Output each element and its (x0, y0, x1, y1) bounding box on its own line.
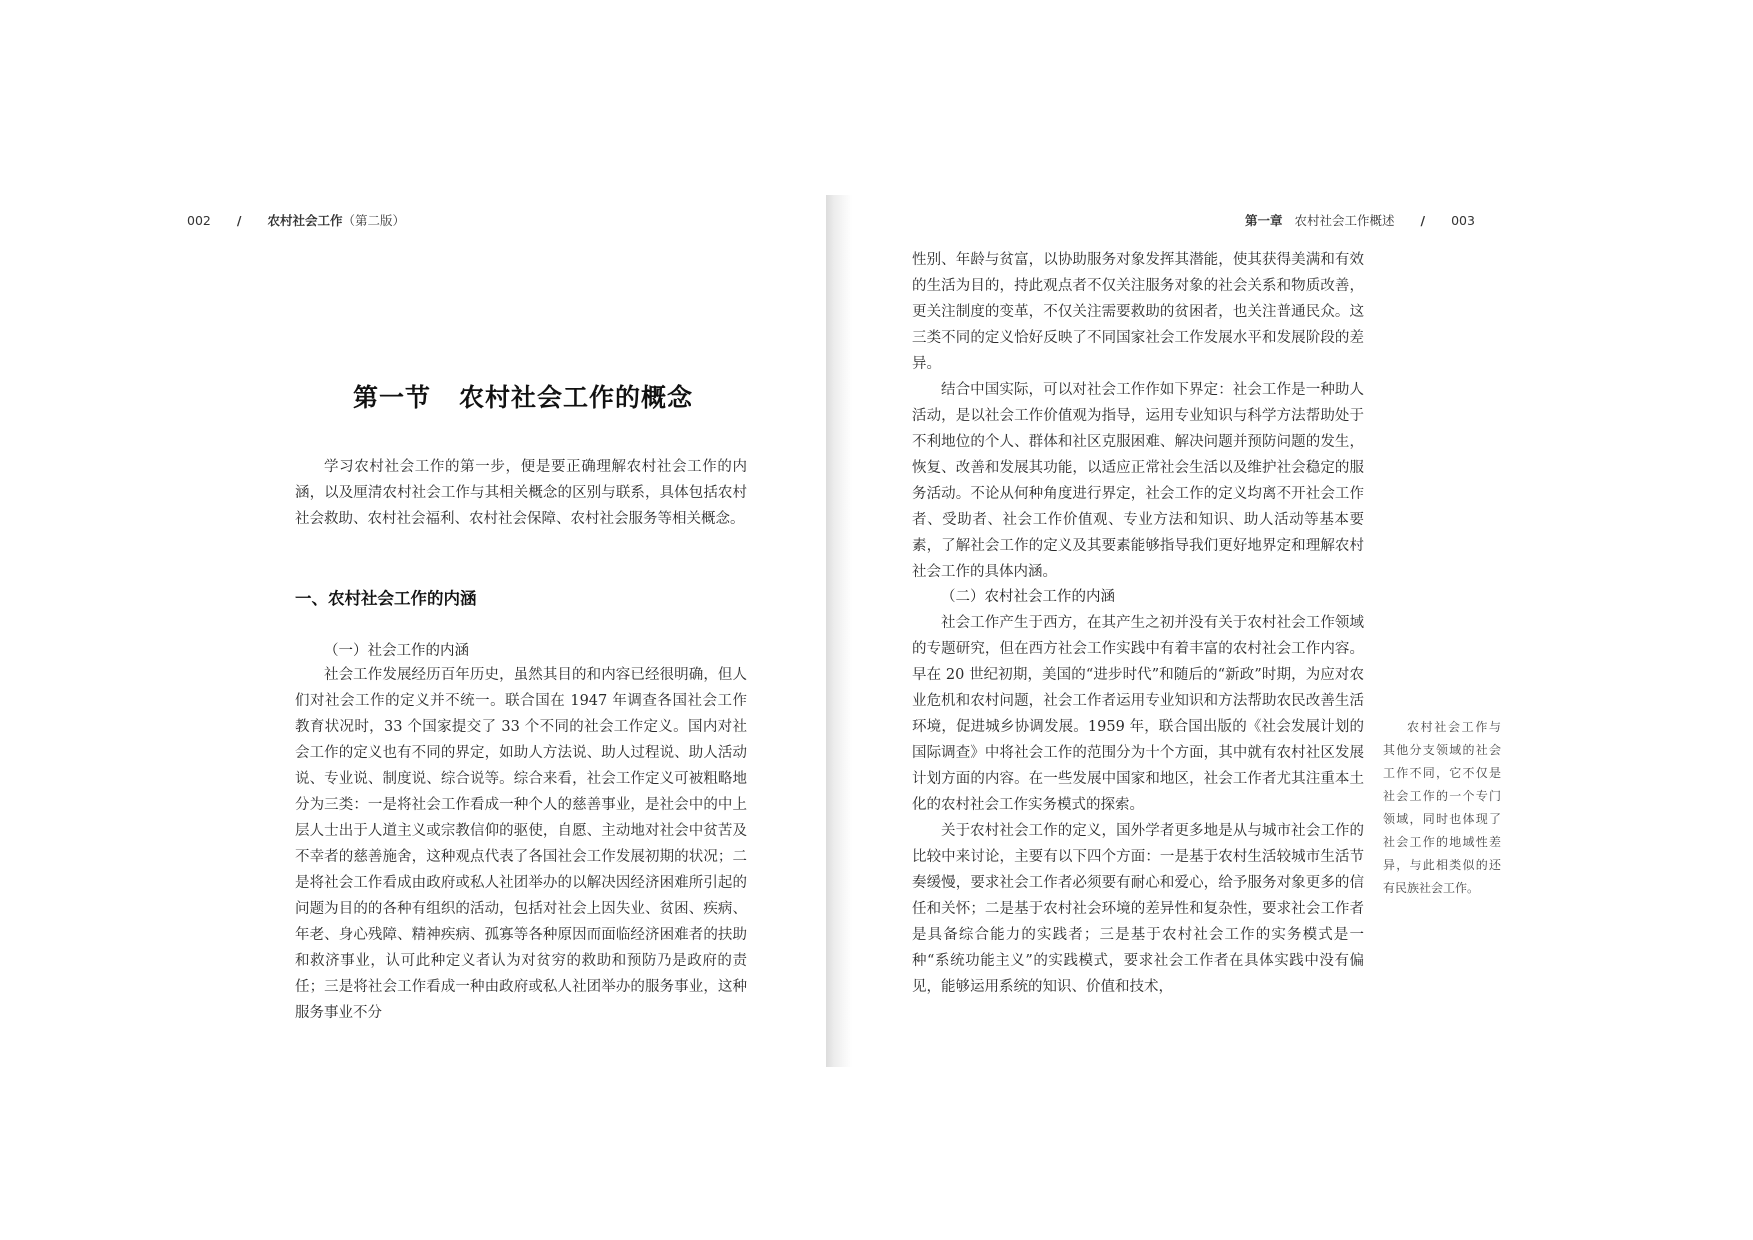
left-running-header (187, 211, 405, 229)
book-title: 农村社会工作 (267, 213, 343, 228)
section-name: 农村社会工作的概念 (459, 383, 694, 412)
right-body-text-top (912, 247, 1364, 585)
subheading-1: （一）社会工作的内涵 (324, 643, 469, 659)
section-number: 第一节 (352, 383, 431, 412)
left-body-text (295, 662, 747, 1026)
right-header-separator: / (1420, 213, 1426, 228)
paragraph-continued: 性别、年龄与贫富，以协助服务对象发挥其潜能，使其获得美满和有效的生活为目的，持此观点者不仅关注服务对象的社会关系和物质改善，更关注制度的变革，不仅关注需要救助的贫困者，也关注普通民众。这三类不同的定义恰好反映了不同国家社会工作发展水平和发展阶段的差异。 (912, 252, 1364, 372)
chapter-label: 第一章 (1245, 213, 1283, 228)
right-page-number: 003 (1451, 213, 1475, 228)
margin-note (1383, 716, 1501, 900)
paragraph-4: 关于农村社会工作的定义，国外学者更多地是从与城市社会工作的比较中来讨论，主要有以下四个方面：一是基于农村生活较城市生活节奏缓慢，要求社会工作者必须要有耐心和爱心，给予服务对象更多的信任和关怀；二是基于农村社会环境的差异性和复杂性，要求社会工作者是具备综合能力的实践者；三是基于农村社会工作的实务模式是一种“系统功能主义”的实践模式，要求社会工作者在具体实践中没有偏见，能够运用系统的知识、价值和技术， (912, 823, 1364, 995)
paragraph-2: 结合中国实际，可以对社会工作作如下界定：社会工作是一种助人活动，是以社会工作价值观为指导，运用专业知识与科学方法帮助处于不利地位的个人、群体和社区克服困难、解决问题并预防问题的发生，恢复、改善和发展其功能，以适应正常社会生活以及维护社会稳定的服务活动。不论从何种角度进行界定，社会工作的定义均离不开社会工作者、受助者、社会工作价值观、专业方法和知识、助人活动等基本要素，了解社会工作的定义及其要素能够指导我们更好地界定和理解农村社会工作的具体内涵。 (912, 382, 1364, 580)
right-body-text-bottom (912, 610, 1364, 1000)
paragraph-3: 社会工作产生于西方，在其产生之初并没有关于农村社会工作领域的专题研究，但在西方社会工作实践中有着丰富的农村社会工作内容。早在 20 世纪初期，美国的“进步时代”和随后的“新政”时期，为应对农业危机和农村问题，社会工作者运用专业知识和方法帮助农民改善生活环境，促进城乡协调发展。1959 年，联合国出版的《社会发展计划的国际调查》中将社会工作的范围分为十个方面，其中就有农村社区发展计划方面的内容。在一些发展中国家和地区，社会工作者尤其注重本土化的农村社会工作实务模式的探索。 (912, 615, 1364, 813)
intro-paragraph: 学习农村社会工作的第一步，便是要正确理解农村社会工作的内涵，以及厘清农村社会工作与其相关概念的区别与联系，具体包括农村社会救助、农村社会福利、农村社会保障、农村社会服务等相关概念。 (295, 459, 747, 527)
left-page-number: 002 (187, 213, 211, 228)
section-title (295, 378, 751, 414)
heading-1: 一、农村社会工作的内涵 (295, 589, 477, 608)
intro-block (295, 454, 747, 532)
chapter-title: 农村社会工作概述 (1294, 213, 1395, 228)
paragraph-1: 社会工作发展经历百年历史，虽然其目的和内容已经很明确，但人们对社会工作的定义并不统一。联合国在 1947 年调查各国社会工作教育状况时，33 个国家提交了 33 个不同的社会工作定义。国内对社会工作的定义也有不同的界定，如助人方法说、助人过程说、助人活动说、专业说、制度说、综合说等。综合来看，社会工作定义可被粗略地分为三类：一是将社会工作看成一种个人的慈善事业，是社会中的中上层人士出于人道主义或宗教信仰的驱使，自愿、主动地对社会中贫苦及不幸者的慈善施舍，这种观点代表了各国社会工作发展初期的状况；二是将社会工作看成由政府或私人社团举办的以解决因经济困难所引起的问题为目的的各种有组织的活动，包括对社会上因失业、贫困、疾病、年老、身心残障、精神疾病、孤寡等各种原因而面临经济困难者的扶助和救济事业，认可此种定义者认为对贫穷的救助和预防乃是政府的责任；三是将社会工作看成一种由政府或私人社团举办的服务事业，这种服务事业不分 (295, 667, 747, 1021)
book-edition: （第二版） (342, 213, 405, 228)
margin-note-text: 农村社会工作与其他分支领域的社会工作不同，它不仅是社会工作的一个专门领域，同时也体现了社会工作的地域性差异，与此相类似的还有民族社会工作。 (1383, 720, 1501, 895)
book-gutter-shadow (826, 195, 852, 1067)
subheading-2: （二）农村社会工作的内涵 (941, 589, 1115, 605)
right-running-header (1245, 211, 1475, 229)
left-header-separator: / (236, 213, 242, 228)
